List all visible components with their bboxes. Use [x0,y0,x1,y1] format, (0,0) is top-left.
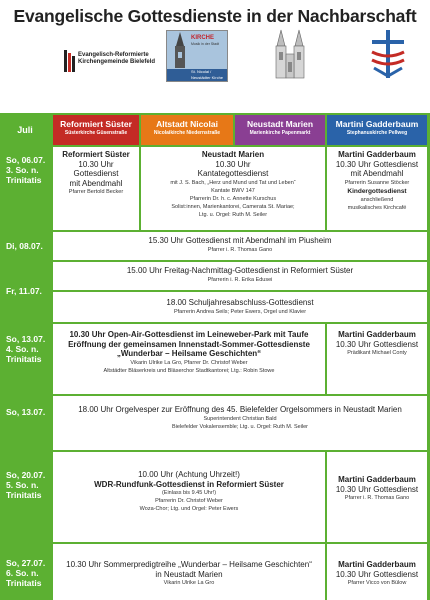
service-line: 10.30 Uhr Gottesdienst [335,569,419,579]
service-line: 10.30 Uhr Gottesdienst [335,159,419,169]
service-detail: Kantate BWV 147 [211,187,255,194]
row-date [0,147,50,230]
service-title: Neustadt Marien [201,150,265,159]
service-detail: mit J. S. Bach, „Herz und Mund und Tat und Leben“ [170,179,296,186]
service-line: 10.30 Uhr Gottesdienst [335,484,419,494]
service-title: 15.30 Uhr Gottesdienst mit Abendmahl im Piusheim [148,236,332,245]
service-title: 15.00 Uhr Freitag-Nachmittag-Gottesdienst in Reformiert Süster [126,266,354,275]
column-header-row [0,115,430,145]
date-line: Di, 08.07. [6,241,43,251]
service-officiant: Pfarrerin Dr. Christof Weber [155,498,223,504]
service-title: Martini Gadderbaum [338,150,416,159]
row-date [0,262,50,322]
service-cell-wide [53,232,427,260]
reformed-logo-line1: Evangelisch-Reformierte [78,52,149,58]
date-line: 3. So. n. [6,165,39,175]
column-header-detail: Nicolaikirche Niedernstraße [153,130,221,136]
service-line: Gottesdienst [73,169,119,178]
column-header-name: Martini Gadderbaum [335,119,419,129]
service-detail: anschließend [360,197,394,203]
row-date [0,396,50,450]
month-label: Juli [17,125,33,135]
service-officiant: Vikarin Ulrike La Gro [163,580,215,586]
reformed-church-logo-text [78,52,155,66]
service-cell-open-air [53,324,325,394]
service-officiant: Pfarrer Vicco von Bülow [347,580,407,586]
service-title: 10.30 Uhr Sommerpredigtreihe „Wunderbar – Heilsame Geschichten“ [66,560,312,569]
service-title: Reformiert Süster [62,150,130,159]
row-date [0,232,50,260]
service-title: 10.30 Uhr Open-Air-Gottesdienst im Leineweber-Park mit Taufe [69,330,309,339]
kirche-logo-bar: St. Nicolai / Neustädter Kirche [167,69,227,81]
service-officiant: Pfarrerin Andrea Seils; Peter Ewers, Orgel und Klavier [173,308,307,315]
date-line: So, 13.07. [6,407,46,417]
reformed-church-logo [62,46,162,76]
column-header-detail: Stephanuskirche Pellweg [346,130,408,136]
date-line: Trinitatis [6,175,42,185]
service-officiant: Prädikant Michael Conty [347,350,407,356]
date-line: So, 27.07. [6,558,46,568]
service-row [0,232,430,260]
service-row [0,452,430,542]
column-header-neustadt-marien [235,115,325,145]
header [0,0,430,115]
service-cell-neustadt-marien [141,147,325,230]
service-officiant: Pfarrerin Susanne Stöcker [344,179,410,186]
service-row [0,147,430,230]
service-title: Martini Gadderbaum [338,330,416,339]
row-date [0,544,50,600]
reformed-logo-line2: Kirchengemeinde Bielefeld [78,59,156,65]
service-officiant: Pfarrer i. R. Thomas Gano [344,495,410,501]
service-line: WDR-Rundfunk-Gottesdienst in Reformiert Süster [94,479,284,489]
service-cell-wide [53,292,427,322]
service-cell-wide [53,262,427,290]
service-line: mit Abendmahl [350,169,404,178]
service-cell-wide [53,396,427,450]
service-officiant: Pfarrer i. R. Thomas Gano [207,246,273,253]
service-detail: Pfarrerin Dr. h. c. Annette Kurschus [189,195,277,202]
column-header-name: Reformiert Süster [60,119,132,129]
service-line: „Wunderbar – Heilsame Geschichten“ [116,349,262,358]
service-officiant: Pfarrerin i. R. Erika Edusei [207,276,273,283]
column-header-name: Altstadt Nicolai [156,119,218,129]
church-tower-logo [166,30,228,82]
service-row [0,324,430,394]
kirche-logo-label: KIRCHE [191,35,215,41]
cross-logo-icon [368,30,408,78]
kindergottesdienst-label: Kindergottesdienst [347,187,407,195]
service-line: Eröffnung der gemeinsamen Innenstadt-Sommer-Gottesdienste [68,339,310,349]
service-line: Kantategottesdienst [197,169,269,178]
service-detail: Bielefelder Vokalensemble; Ltg. u. Orgel: Ruth M. Seiler [171,423,309,430]
service-officiant: Pfarrer Bertold Becker [68,189,124,195]
service-detail: Altstädter Bläserkreis und Bläserchor Stadtkantorei; Ltg.: Robin Stowe [103,367,275,374]
date-line: Trinitatis [6,354,42,364]
service-line: 10.30 Uhr [215,159,251,169]
church-tower-icon [169,32,191,68]
service-line: 10.30 Uhr Gottesdienst [335,339,419,349]
column-header-altstadt-nicolai [141,115,233,145]
service-title: 18.00 Uhr Orgelvesper zur Eröffnung des 45. Bielefelder Orgelsommers in Neustadt Marien [78,405,402,414]
column-header-detail: Marienkirche Papenmarkt [249,130,311,136]
service-title: Martini Gadderbaum [338,560,416,569]
service-cell-gadderbaum [327,452,427,542]
service-detail: Woza-Chor; Ltg. und Orgel: Peter Ewers [139,506,239,512]
service-detail: musikalisches Kirchcafé [347,205,407,211]
schedule-grid [0,115,430,600]
service-title: 10.00 Uhr (Achtung Uhrzeit!) [138,470,240,479]
service-detail: (Einlass bis 9.45 Uhr!) [161,490,217,496]
date-line: So, 20.07. [6,470,46,480]
column-header-martini-gadderbaum [327,115,427,145]
service-cell-gadderbaum [327,544,427,600]
row-date [0,324,50,394]
service-detail: Ltg. u. Orgel: Ruth M. Seiler [198,211,268,218]
kirche-logo-sub: Musik in der Stadt [191,42,220,46]
service-officiant: Superintendent Christian Bald [203,415,277,422]
column-header-reformiert-suester [53,115,139,145]
service-cell-gadderbaum [327,147,427,230]
service-title: Martini Gadderbaum [338,475,416,484]
service-title: 18.00 Schuljahresabschluss-Gottesdienst [166,298,314,307]
page-title: Evangelische Gottesdienste in der Nachbarschaft [13,6,417,26]
row-date [0,452,50,542]
service-detail: Solist:innen, Marienkantorei, Camerata St. Mariae; [171,203,295,210]
service-line: in Neustadt Marien [155,569,223,579]
column-header-detail: Süsterkirche Güsenstraße [64,130,128,136]
neustadt-marien-church-icon [272,28,308,80]
date-line: Trinitatis [6,578,42,588]
reformed-church-icon [62,50,76,72]
date-line: 4. So. n. [6,344,39,354]
date-line: 6. So. n. [6,568,39,578]
service-cell-sommerpredigt [53,544,325,600]
date-line: So, 06.07. [6,155,46,165]
service-officiant: Vikarin Ulrike La Gro, Pfarrer Dr. Christof Weber [130,359,248,366]
service-line: 10.30 Uhr [78,159,114,169]
date-line: Trinitatis [6,490,42,500]
date-line: Fr, 11.07. [6,286,42,296]
column-header-name: Neustadt Marien [246,119,314,129]
service-row [0,396,430,450]
service-line: mit Abendmahl [69,178,123,188]
service-row [0,544,430,600]
service-cell-wdr [53,452,325,542]
service-row [0,262,430,322]
date-line: 5. So. n. [6,480,39,490]
service-cell-gadderbaum [327,324,427,394]
date-line: So, 13.07. [6,334,46,344]
service-cell-reformiert [53,147,139,230]
